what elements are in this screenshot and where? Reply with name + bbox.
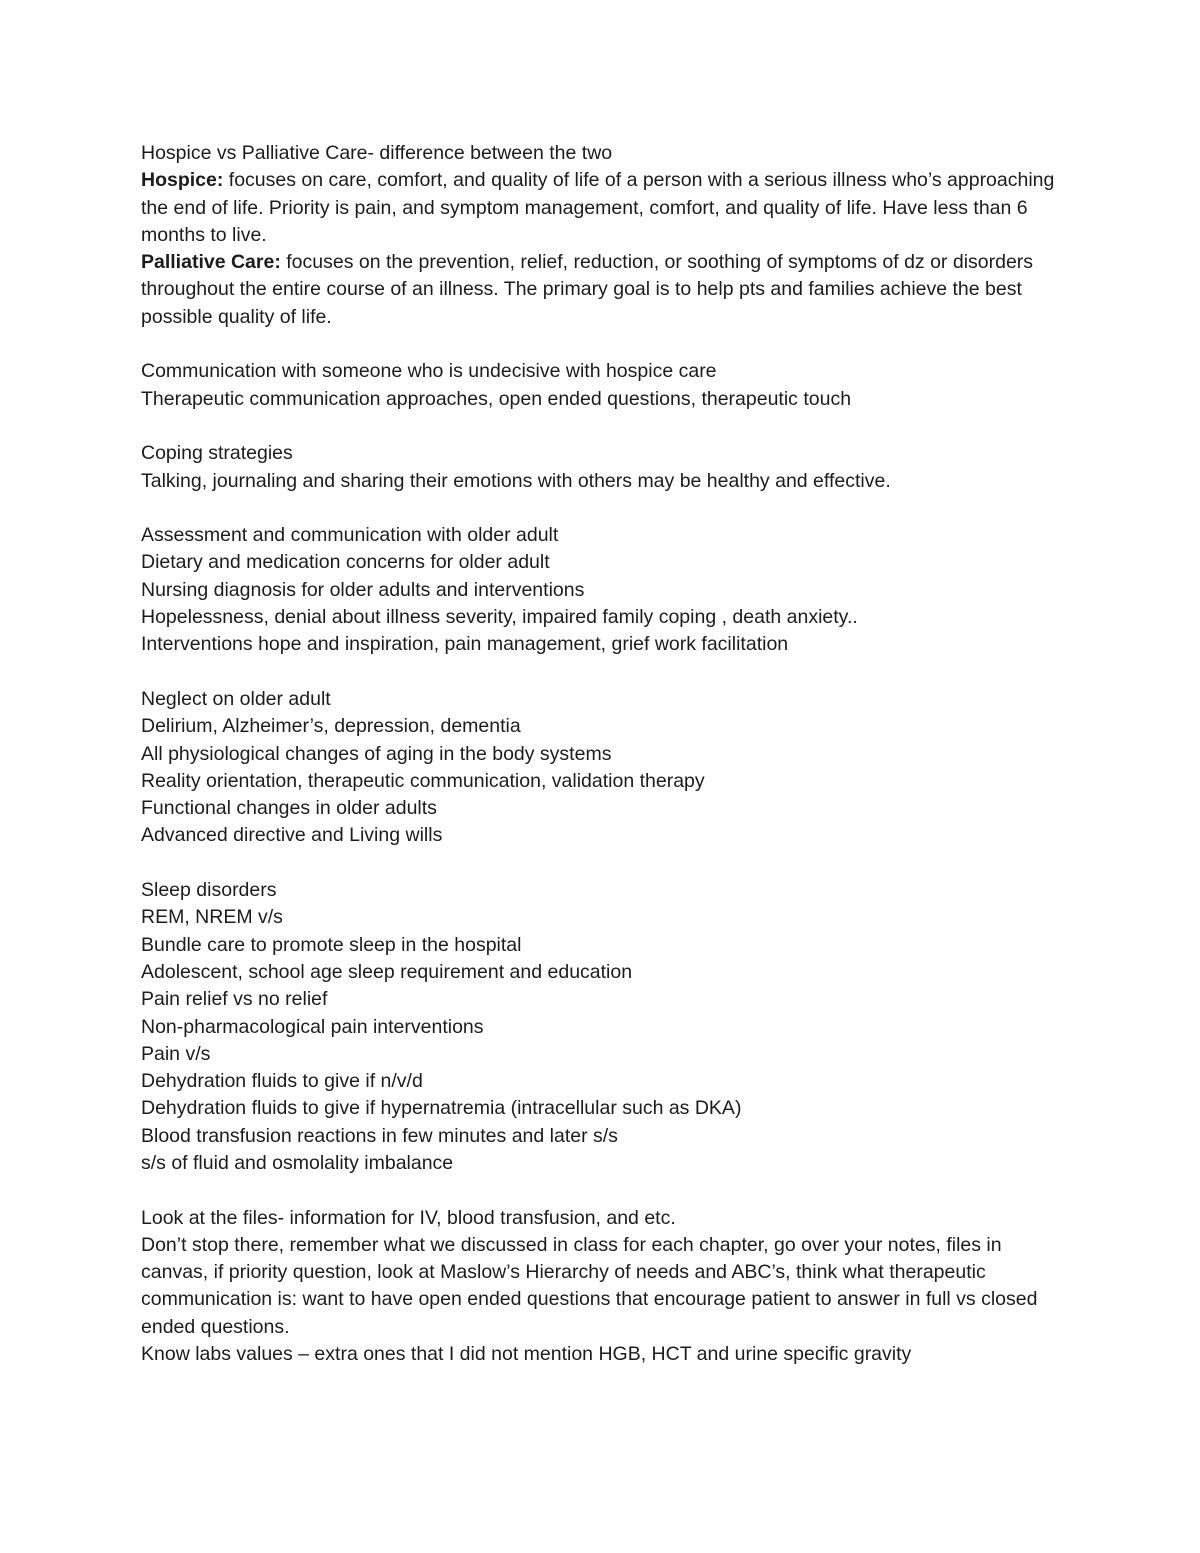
blank-line xyxy=(141,413,1071,440)
text-line: Bundle care to promote sleep in the hospital xyxy=(141,933,522,956)
text-line: Pain v/s xyxy=(141,1042,211,1065)
text-line: Adolescent, school age sleep requirement and education xyxy=(141,960,633,983)
text-line: Talking, journaling and sharing their emotions with others may be healthy and effective. xyxy=(141,469,891,492)
blank-line xyxy=(141,1177,1071,1204)
text-line: Reality orientation, therapeutic communication, validation therapy xyxy=(141,769,705,792)
section-heading-neglect: Neglect on older adult xyxy=(141,687,331,710)
blank-line xyxy=(141,495,1071,522)
text-line: Non-pharmacological pain interventions xyxy=(141,1015,484,1038)
text-line: Functional changes in older adults xyxy=(141,797,437,820)
palliative-definition xyxy=(141,249,1071,331)
text-line: REM, NREM v/s xyxy=(141,906,283,929)
text-line: s/s of fluid and osmolality imbalance xyxy=(141,1151,454,1174)
blank-line xyxy=(141,331,1071,358)
section-heading-hospice-palliative: Hospice vs Palliative Care- difference between the two xyxy=(141,142,613,164)
text-line: Nursing diagnosis for older adults and interventions xyxy=(141,578,585,601)
document-body xyxy=(141,140,1071,1368)
text-line: Therapeutic communication approaches, open ended questions, therapeutic touch xyxy=(141,387,852,410)
text-line: Dehydration fluids to give if hypernatremia (intracellular such as DKA) xyxy=(141,1097,742,1120)
text-line: Hopelessness, denial about illness severity, impaired family coping , death anxiety.. xyxy=(141,606,858,629)
text-line: All physiological changes of aging in the body systems xyxy=(141,742,612,765)
palliative-definition-text: focuses on the prevention, relief, reduction, or soothing of symptoms of dz or disorders throughout the entire course of an illness. The primary goal is to help pts and families achieve the best possible quality of life. xyxy=(141,251,1039,328)
section-heading-coping: Coping strategies xyxy=(141,442,293,465)
text-line: Delirium, Alzheimer’s, depression, dementia xyxy=(141,715,521,738)
text-line: Dehydration fluids to give if n/v/d xyxy=(141,1070,423,1093)
section-heading-communication: Communication with someone who is undecisive with hospice care xyxy=(141,360,717,383)
section-heading-files: Look at the files- information for IV, blood transfusion, and etc. xyxy=(141,1206,676,1229)
section-heading-assessment: Assessment and communication with older adult xyxy=(141,524,559,547)
text-line: Pain relief vs no relief xyxy=(141,988,328,1011)
hospice-definition xyxy=(141,167,1071,249)
blank-line xyxy=(141,659,1071,686)
section-heading-sleep: Sleep disorders xyxy=(141,879,277,902)
text-line: Don’t stop there, remember what we discussed in class for each chapter, go over your notes, files in canvas, if priority question, look at Maslow’s Hierarchy of needs and ABC’s, think what therapeutic communication is: want to have open ended questions that encourage patient to answer in full vs closed ended questions. xyxy=(141,1233,1043,1338)
text-line: Dietary and medication concerns for older adult xyxy=(141,551,550,574)
blank-line xyxy=(141,850,1071,877)
text-line: Blood transfusion reactions in few minutes and later s/s xyxy=(141,1124,618,1147)
text-line: Know labs values – extra ones that I did not mention HGB, HCT and urine specific gravity xyxy=(141,1343,912,1366)
hospice-term: Hospice: xyxy=(141,169,224,192)
hospice-definition-text: focuses on care, comfort, and quality of life of a person with a serious illness who’s approaching the end of life. Priority is pain, and symptom management, comfort, and quality of life. Have less than 6 months to live. xyxy=(141,169,1060,246)
text-line: Interventions hope and inspiration, pain management, grief work facilitation xyxy=(141,633,789,656)
palliative-term: Palliative Care: xyxy=(141,251,281,274)
text-line: Advanced directive and Living wills xyxy=(141,824,443,847)
